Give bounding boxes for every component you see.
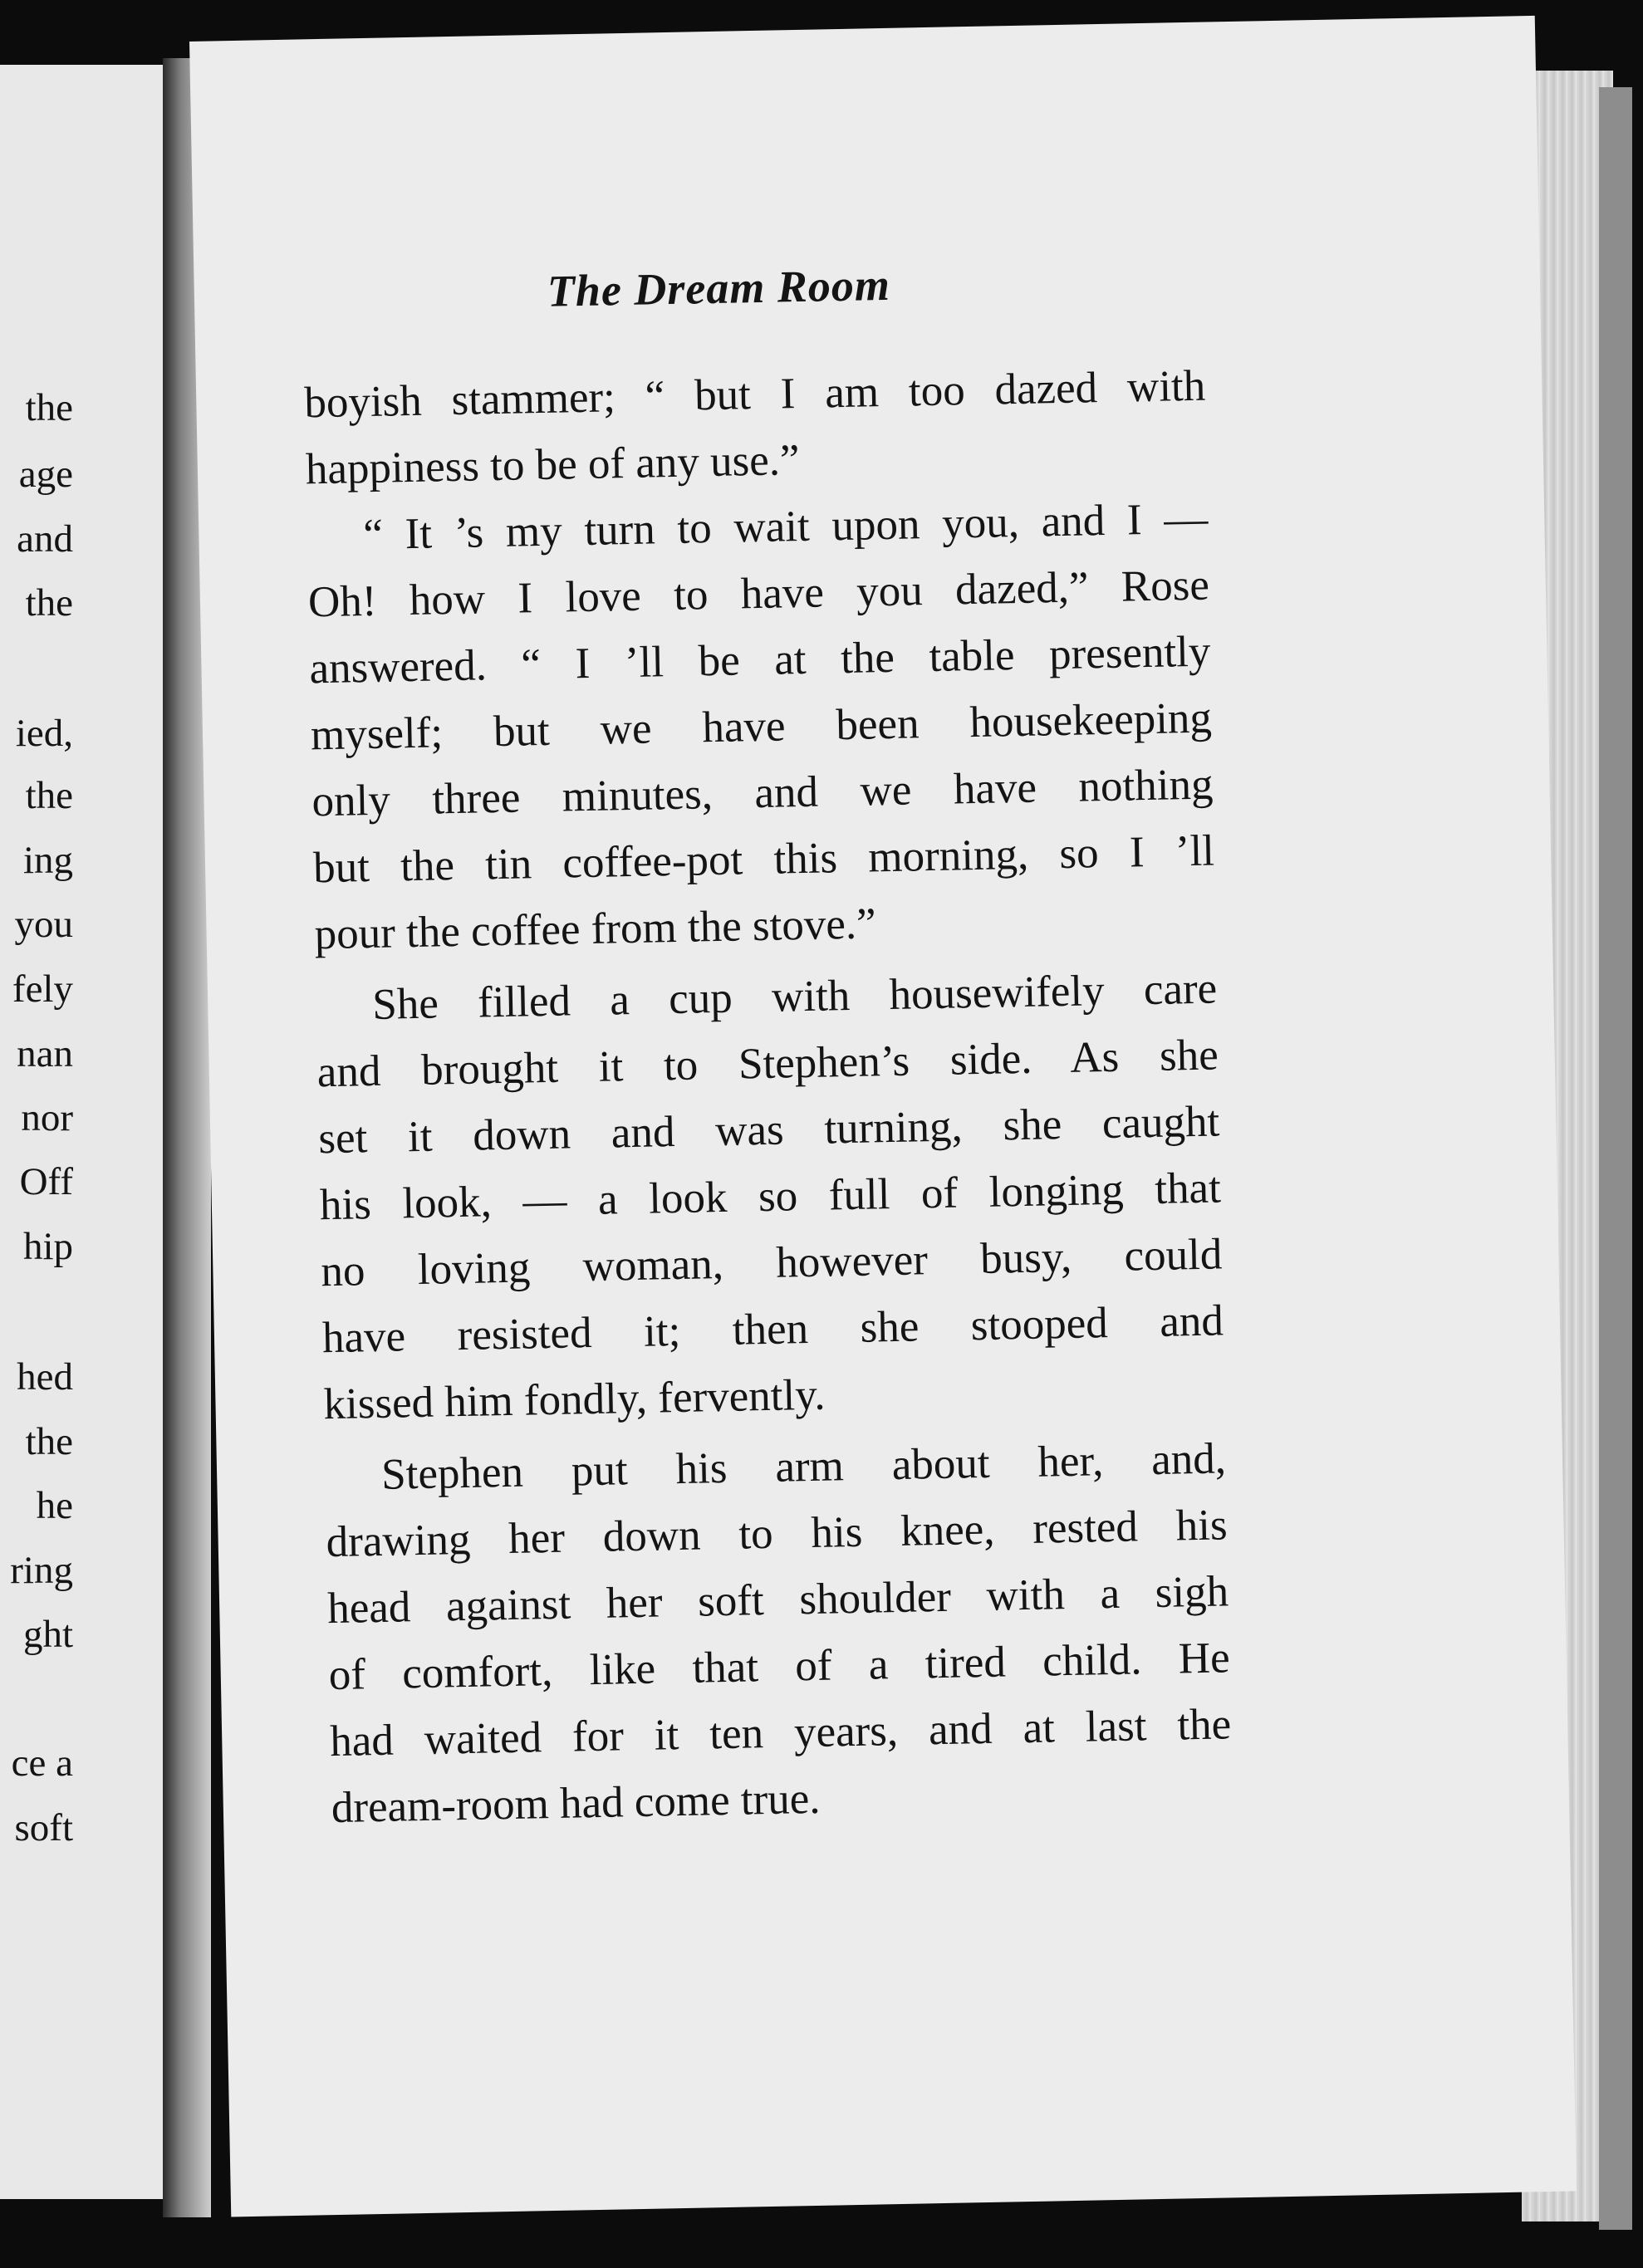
facing-page-fragment: ce a	[11, 1741, 73, 1785]
facing-page	[0, 65, 166, 2199]
text-line: had waited for it ten years, and at last the	[329, 1700, 1232, 1766]
facing-page-fragment: you	[14, 903, 73, 946]
running-header: The Dream Room	[547, 259, 891, 316]
text-line: dream-room had come true.	[331, 1774, 821, 1833]
text-line: She filled a cup with housewifely care	[371, 964, 1218, 1029]
text-line: boyish stammer; “ but I am too dazed with	[303, 361, 1206, 428]
facing-page-fragment: age	[18, 453, 73, 496]
text-line: answered. “ I ’ll be at the table presently	[308, 627, 1211, 693]
text-line: have resisted it; then she stooped and	[321, 1296, 1224, 1363]
facing-page-fragment: he	[36, 1484, 73, 1527]
text-line: but the tin coffee-pot this morning, so I ’ll	[312, 826, 1215, 893]
text-line: myself; but we have been housekeeping	[310, 693, 1213, 760]
text-line: and brought it to Stephen’s side. As she	[316, 1031, 1219, 1097]
text-line: kissed him fondly, fervently.	[322, 1370, 826, 1429]
text-line: drawing her down to his knee, rested his	[326, 1501, 1229, 1567]
facing-page-fragment: ring	[10, 1549, 73, 1592]
facing-page-fragment: Off	[19, 1160, 73, 1203]
text-line: set it down and was turning, she caught	[317, 1097, 1220, 1163]
facing-page-fragment: the	[25, 386, 73, 429]
text-line: no loving woman, however busy, could	[320, 1230, 1223, 1296]
text-line: his look, — a look so full of longing that	[319, 1163, 1222, 1230]
text-line: happiness to be of any use.”	[305, 435, 800, 494]
text-line: pour the coffee from the stove.”	[314, 899, 877, 959]
facing-page-fragment: ing	[22, 839, 73, 882]
text-line: Stephen put his arm about her, and,	[380, 1434, 1227, 1499]
facing-page-fragment: the	[25, 581, 73, 625]
text-line: head against her soft shoulder with a sigh	[326, 1567, 1229, 1634]
facing-page-fragment: nan	[17, 1032, 73, 1075]
facing-page-fragment: ied,	[15, 712, 73, 755]
facing-page-fragment: the	[25, 1420, 73, 1463]
text-line: only three minutes, and we have nothing	[311, 760, 1214, 826]
facing-page-fragment: ght	[22, 1613, 73, 1656]
facing-page-fragment: the	[25, 774, 73, 817]
facing-page-fragment: soft	[14, 1806, 73, 1849]
facing-page-fragment: and	[17, 517, 73, 561]
book-page	[189, 16, 1577, 2217]
facing-page-fragment: nor	[21, 1096, 73, 1139]
facing-page-fragment: hed	[17, 1355, 73, 1399]
text-line: “ It ’s my turn to wait upon you, and I —	[362, 494, 1209, 560]
facing-page-fragment: hip	[22, 1225, 73, 1268]
text-line: of comfort, like that of a tired child. He	[328, 1634, 1231, 1700]
facing-page-fragment: fely	[12, 967, 73, 1011]
text-line: Oh! how I love to have you dazed,” Rose	[307, 561, 1210, 627]
book-cover-edge	[1599, 87, 1632, 2230]
